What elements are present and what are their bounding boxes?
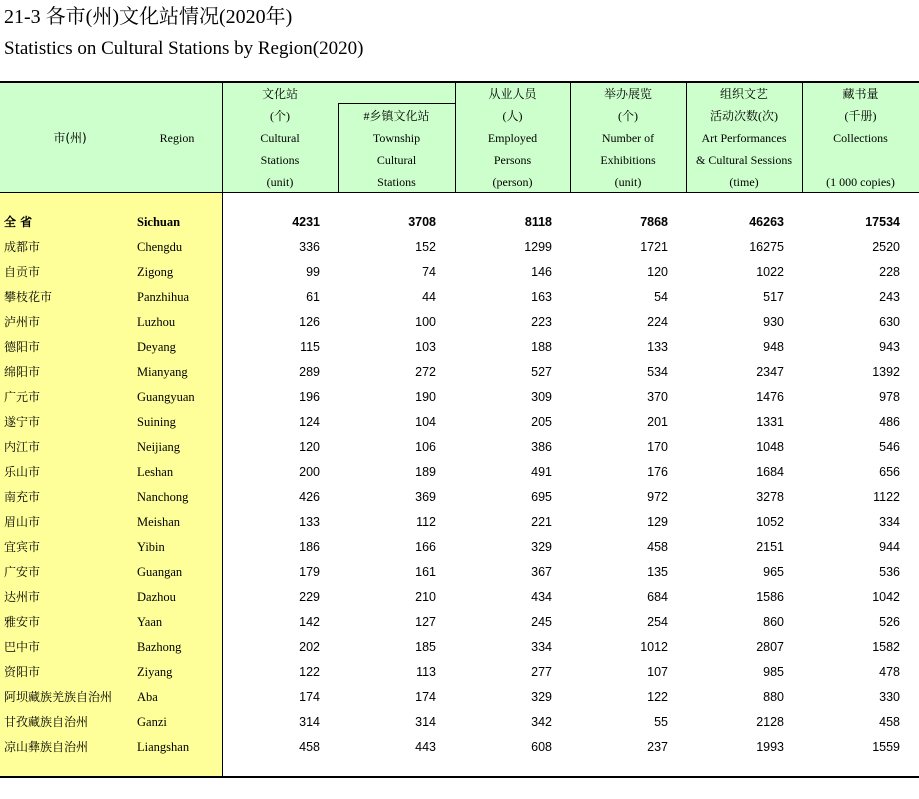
cell-stations: 120 (299, 440, 320, 454)
header-township-stations: #乡镇文化站 Township Cultural Stations (363, 109, 430, 189)
cell-exhibitions: 107 (647, 665, 668, 679)
cell-collections: 17534 (865, 215, 900, 229)
cell-collections: 526 (879, 615, 900, 629)
table-row (0, 735, 919, 760)
region-name-cn: 全 省 (4, 215, 33, 229)
cell-township: 369 (415, 490, 436, 504)
cell-stations: 426 (299, 490, 320, 504)
cell-activities: 1052 (756, 515, 784, 529)
region-name-en: Liangshan (137, 740, 190, 754)
cell-stations: 289 (299, 365, 320, 379)
region-name-en: Mianyang (137, 365, 188, 379)
region-name-cn: 资阳市 (4, 665, 41, 679)
cell-exhibitions: 176 (647, 465, 668, 479)
table-row (0, 585, 919, 610)
region-name-en: Ziyang (137, 665, 173, 679)
table-row (0, 610, 919, 635)
cell-township: 44 (422, 290, 436, 304)
cell-stations: 115 (300, 340, 320, 354)
region-name-cn: 广安市 (4, 565, 41, 579)
cell-township: 190 (415, 390, 436, 404)
region-name-en: Yibin (137, 540, 165, 554)
cell-employed: 608 (531, 740, 552, 754)
region-name-en: Leshan (137, 465, 174, 479)
cell-collections: 630 (879, 315, 900, 329)
cell-activities: 1048 (756, 440, 784, 454)
cell-exhibitions: 120 (647, 265, 668, 279)
bottom-rule (0, 776, 919, 778)
cell-stations: 133 (299, 515, 320, 529)
cell-activities: 3278 (756, 490, 784, 504)
cell-employed: 367 (531, 565, 552, 579)
table-row (0, 260, 919, 285)
header-art-performances: 组织文艺 活动次数(次) Art Performances & Cultural Sessions (time) (695, 87, 792, 189)
region-name-cn: 乐山市 (4, 465, 41, 479)
cell-collections: 978 (879, 390, 900, 404)
cell-township: 166 (415, 540, 436, 554)
cell-stations: 200 (299, 465, 320, 479)
cell-stations: 458 (299, 740, 320, 754)
cell-collections: 1582 (872, 640, 900, 654)
table-row (0, 710, 919, 735)
cell-stations: 179 (299, 565, 320, 579)
region-name-en: Neijiang (137, 440, 181, 454)
cell-exhibitions: 1012 (640, 640, 668, 654)
cell-employed: 223 (531, 315, 552, 329)
region-name-cn: 成都市 (4, 240, 41, 254)
cell-collections: 478 (879, 665, 900, 679)
cell-exhibitions: 458 (647, 540, 668, 554)
cell-township: 174 (415, 690, 436, 704)
table-row (0, 435, 919, 460)
header-region-cn: 市(州) (53, 131, 87, 145)
cell-employed: 309 (531, 390, 552, 404)
table-row (0, 285, 919, 310)
cell-activities: 1993 (756, 740, 784, 754)
cell-employed: 434 (531, 590, 552, 604)
region-name-cn: 南充市 (4, 490, 41, 504)
cell-collections: 330 (879, 690, 900, 704)
cell-exhibitions: 201 (647, 415, 668, 429)
cell-stations: 174 (299, 690, 320, 704)
cell-stations: 126 (299, 315, 320, 329)
table-row (0, 485, 919, 510)
region-name-cn: 阿坝藏族羌族自治州 (4, 690, 113, 704)
header-collections: 藏书量 (千册) Collections (1 000 copies) (826, 87, 895, 189)
table-row (0, 460, 919, 485)
cell-employed: 329 (531, 690, 552, 704)
cell-collections: 486 (879, 415, 900, 429)
table-row (0, 635, 919, 660)
cell-exhibitions: 684 (647, 590, 668, 604)
cell-collections: 228 (879, 265, 900, 279)
region-name-cn: 内江市 (4, 440, 41, 454)
cell-collections: 536 (879, 565, 900, 579)
township-subheader-rule (338, 103, 455, 104)
region-name-cn: 攀枝花市 (4, 290, 53, 304)
cell-township: 103 (415, 340, 436, 354)
cell-exhibitions: 972 (647, 490, 668, 504)
cell-employed: 146 (531, 265, 552, 279)
region-name-en: Deyang (137, 340, 176, 354)
cell-stations: 122 (299, 665, 320, 679)
region-name-cn: 泸州市 (4, 315, 41, 329)
table-row (0, 535, 919, 560)
region-name-cn: 巴中市 (4, 640, 41, 654)
cell-employed: 221 (531, 515, 552, 529)
table-row (0, 235, 919, 260)
region-name-en: Aba (137, 690, 158, 704)
cell-township: 185 (415, 640, 436, 654)
cell-collections: 1042 (872, 590, 900, 604)
cell-collections: 2520 (872, 240, 900, 254)
cell-exhibitions: 129 (647, 515, 668, 529)
cell-activities: 880 (763, 690, 784, 704)
table-row (0, 310, 919, 335)
cell-collections: 944 (879, 540, 900, 554)
cell-activities: 860 (763, 615, 784, 629)
region-name-en: Guangan (137, 565, 183, 579)
cell-township: 314 (415, 715, 436, 729)
cell-stations: 314 (299, 715, 320, 729)
table-row (0, 385, 919, 410)
table-row (0, 335, 919, 360)
table-title-chinese: 21-3 各市(州)文化站情况(2020年) (4, 6, 293, 28)
cell-collections: 334 (879, 515, 900, 529)
cell-exhibitions: 254 (647, 615, 668, 629)
cell-stations: 336 (299, 240, 320, 254)
cell-township: 106 (415, 440, 436, 454)
region-name-en: Bazhong (137, 640, 182, 654)
cell-employed: 527 (531, 365, 552, 379)
cell-activities: 948 (763, 340, 784, 354)
cell-collections: 1122 (873, 490, 900, 504)
cell-collections: 943 (879, 340, 900, 354)
cell-employed: 8118 (524, 215, 552, 229)
cell-exhibitions: 54 (654, 290, 668, 304)
cell-activities: 2151 (756, 540, 784, 554)
cell-stations: 4231 (292, 215, 320, 229)
cell-township: 104 (415, 415, 436, 429)
region-name-en: Ganzi (137, 715, 167, 729)
cell-exhibitions: 534 (647, 365, 668, 379)
table-row (0, 360, 919, 385)
cell-activities: 1684 (756, 465, 784, 479)
cell-township: 189 (415, 465, 436, 479)
cell-activities: 46263 (749, 215, 784, 229)
region-name-cn: 遂宁市 (4, 415, 41, 429)
cell-stations: 202 (299, 640, 320, 654)
cell-collections: 546 (879, 440, 900, 454)
table-row (0, 410, 919, 435)
cell-collections: 1392 (872, 365, 900, 379)
cell-township: 113 (416, 665, 436, 679)
cell-activities: 1476 (756, 390, 784, 404)
cell-township: 3708 (408, 215, 436, 229)
header-cultural-stations: 文化站 (个) Cultural Stations (unit) (260, 87, 300, 189)
cell-employed: 163 (531, 290, 552, 304)
region-name-cn: 广元市 (4, 390, 41, 404)
cell-employed: 695 (531, 490, 552, 504)
cell-stations: 99 (306, 265, 320, 279)
region-name-en: Zigong (137, 265, 174, 279)
cell-township: 210 (415, 590, 436, 604)
region-name-en: Panzhihua (137, 290, 190, 304)
cell-employed: 329 (531, 540, 552, 554)
table-row (0, 510, 919, 535)
table-row (0, 560, 919, 585)
cell-stations: 124 (299, 415, 320, 429)
cell-township: 112 (416, 515, 436, 529)
region-name-en: Chengdu (137, 240, 183, 254)
region-name-cn: 绵阳市 (4, 365, 41, 379)
cell-exhibitions: 55 (654, 715, 668, 729)
cell-employed: 245 (531, 615, 552, 629)
cell-exhibitions: 133 (647, 340, 668, 354)
cell-employed: 277 (531, 665, 552, 679)
region-name-cn: 宜宾市 (4, 540, 41, 554)
cell-employed: 334 (531, 640, 552, 654)
cell-activities: 517 (763, 290, 784, 304)
region-name-en: Luzhou (137, 315, 176, 329)
cell-activities: 985 (763, 665, 784, 679)
region-name-en: Sichuan (137, 215, 181, 229)
cell-activities: 1022 (756, 265, 784, 279)
cell-activities: 2128 (756, 715, 784, 729)
cell-stations: 196 (299, 390, 320, 404)
region-name-cn: 甘孜藏族自治州 (4, 715, 89, 729)
table-title-english: Statistics on Cultural Stations by Region(2020) (4, 38, 364, 59)
region-name-en: Dazhou (137, 590, 176, 604)
region-name-en: Suining (137, 415, 176, 429)
cell-exhibitions: 122 (647, 690, 668, 704)
region-name-cn: 达州市 (4, 590, 41, 604)
cell-township: 127 (415, 615, 436, 629)
region-name-cn: 眉山市 (4, 515, 41, 529)
region-name-cn: 自贡市 (4, 265, 41, 279)
cell-collections: 458 (879, 715, 900, 729)
cell-stations: 229 (299, 590, 320, 604)
cell-exhibitions: 7868 (640, 215, 668, 229)
cell-township: 152 (415, 240, 436, 254)
header-employed-persons: 从业人员 (人) Employed Persons (person) (487, 87, 538, 189)
cell-stations: 186 (299, 540, 320, 554)
cell-township: 272 (415, 365, 436, 379)
cell-township: 161 (415, 565, 436, 579)
cell-exhibitions: 237 (647, 740, 668, 754)
cell-activities: 16275 (749, 240, 784, 254)
cell-township: 443 (415, 740, 436, 754)
cell-collections: 656 (879, 465, 900, 479)
cell-employed: 386 (531, 440, 552, 454)
cell-township: 74 (422, 265, 436, 279)
cell-activities: 2347 (756, 365, 784, 379)
cell-township: 100 (415, 315, 436, 329)
region-name-cn: 凉山彝族自治州 (4, 740, 89, 754)
table-row-total (0, 210, 919, 235)
cell-activities: 1586 (756, 590, 784, 604)
cell-exhibitions: 1721 (640, 240, 668, 254)
cell-exhibitions: 170 (647, 440, 668, 454)
header-region-en: Region (159, 131, 195, 145)
region-name-cn: 雅安市 (4, 615, 41, 629)
region-name-en: Guangyuan (137, 390, 195, 404)
cell-employed: 342 (531, 715, 552, 729)
table-row (0, 660, 919, 685)
cell-employed: 205 (531, 415, 552, 429)
cell-exhibitions: 135 (647, 565, 668, 579)
cell-activities: 930 (763, 315, 784, 329)
table-row (0, 685, 919, 710)
cell-employed: 491 (531, 465, 552, 479)
cell-exhibitions: 224 (647, 315, 668, 329)
cell-employed: 188 (531, 340, 552, 354)
cell-activities: 1331 (756, 415, 784, 429)
header-exhibitions: 举办展览 (个) Number of Exhibitions (unit) (600, 87, 656, 189)
region-name-en: Yaan (137, 615, 163, 629)
region-name-en: Nanchong (137, 490, 189, 504)
cell-collections: 1559 (872, 740, 900, 754)
cell-activities: 965 (763, 565, 784, 579)
region-name-cn: 德阳市 (4, 340, 41, 354)
cell-exhibitions: 370 (647, 390, 668, 404)
cell-collections: 243 (879, 290, 900, 304)
cell-employed: 1299 (524, 240, 552, 254)
cell-stations: 61 (306, 290, 320, 304)
cell-stations: 142 (299, 615, 320, 629)
cell-activities: 2807 (756, 640, 784, 654)
region-name-en: Meishan (137, 515, 181, 529)
